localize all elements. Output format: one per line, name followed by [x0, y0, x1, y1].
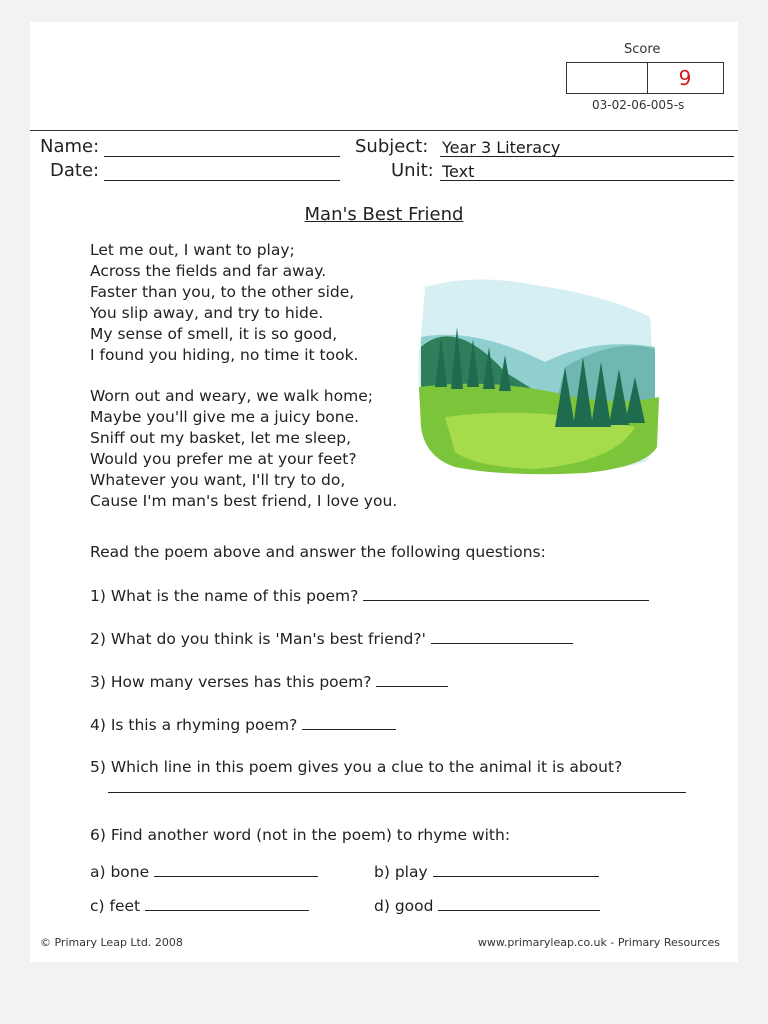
date-label: Date:: [50, 160, 100, 181]
rhyme-b: [374, 862, 599, 881]
question-4-text: 4) Is this a rhyming poem?: [90, 716, 298, 734]
question-4: [90, 715, 396, 734]
rhyme-d-text: d) good: [374, 897, 434, 915]
rhyme-c-field[interactable]: [145, 896, 309, 911]
instructions: Read the poem above and answer the following questions:: [90, 543, 546, 561]
worksheet-code: 03-02-06-005-s: [592, 98, 685, 112]
question-5: [90, 758, 622, 776]
rhyme-d: [374, 896, 600, 915]
question-5-text: 5) Which line in this poem gives you a clue to the animal it is about?: [90, 758, 623, 776]
header-divider: [30, 130, 738, 131]
rhyme-a-field[interactable]: [154, 862, 318, 877]
rhyme-b-text: b) play: [374, 863, 428, 881]
copyright: © Primary Leap Ltd. 2008: [40, 936, 183, 949]
question-3-text: 3) How many verses has this poem?: [90, 673, 372, 691]
rhyme-b-field[interactable]: [433, 862, 599, 877]
rhyme-c: [90, 896, 309, 915]
score-value: 9: [678, 66, 692, 90]
unit-field[interactable]: [440, 162, 734, 181]
landscape-illustration: [415, 277, 665, 477]
question-1-text: 1) What is the name of this poem?: [90, 587, 359, 605]
poem-line: Across the fields and far away.: [90, 262, 327, 280]
rhyme-a: [90, 862, 318, 881]
score-box: [566, 62, 724, 94]
answer-2-field[interactable]: [431, 629, 573, 644]
poem-line: I found you hiding, no time it took.: [90, 346, 359, 364]
date-field[interactable]: [104, 162, 340, 181]
name-label: Name:: [40, 136, 100, 157]
worksheet-page: [30, 22, 738, 962]
answer-4-field[interactable]: [302, 715, 396, 730]
poem-line: Would you prefer me at your feet?: [90, 450, 357, 468]
website-link[interactable]: www.primaryleap.co.uk - Primary Resources: [477, 936, 720, 949]
unit-label: Unit:: [391, 160, 434, 181]
question-3: [90, 672, 448, 691]
question-2-text: 2) What do you think is 'Man's best friend?': [90, 630, 426, 648]
question-1: [90, 586, 649, 605]
unit-value: Text: [442, 162, 475, 181]
poem-line: You slip away, and try to hide.: [90, 304, 324, 322]
answer-5-field[interactable]: [108, 792, 686, 793]
subject-label: Subject:: [355, 136, 429, 157]
poem-line: Maybe you'll give me a juicy bone.: [90, 408, 360, 426]
question-6: [90, 826, 510, 844]
question-6-text: 6) Find another word (not in the poem) to rhyme with:: [90, 826, 511, 844]
subject-value: Year 3 Literacy: [442, 138, 561, 157]
poem-line: Faster than you, to the other side,: [90, 283, 355, 301]
subject-field[interactable]: [440, 138, 734, 157]
poem-line: Whatever you want, I'll try to do,: [90, 471, 346, 489]
poem-line: Cause I'm man's best friend, I love you.: [90, 492, 398, 510]
answer-3-field[interactable]: [376, 672, 448, 687]
verse-gap: [90, 366, 397, 386]
answer-1-field[interactable]: [363, 586, 649, 601]
score-label: Score: [624, 42, 661, 57]
question-2: [90, 629, 573, 648]
rhyme-a-text: a) bone: [90, 863, 150, 881]
poem-line: Worn out and weary, we walk home;: [90, 387, 373, 405]
poem: [90, 240, 397, 512]
rhyme-c-text: c) feet: [90, 897, 141, 915]
rhyme-d-field[interactable]: [438, 896, 600, 911]
name-field[interactable]: [104, 138, 340, 157]
page-title: Man's Best Friend: [304, 204, 464, 225]
poem-line: My sense of smell, it is so good,: [90, 325, 338, 343]
poem-line: Let me out, I want to play;: [90, 241, 295, 259]
poem-line: Sniff out my basket, let me sleep,: [90, 429, 352, 447]
